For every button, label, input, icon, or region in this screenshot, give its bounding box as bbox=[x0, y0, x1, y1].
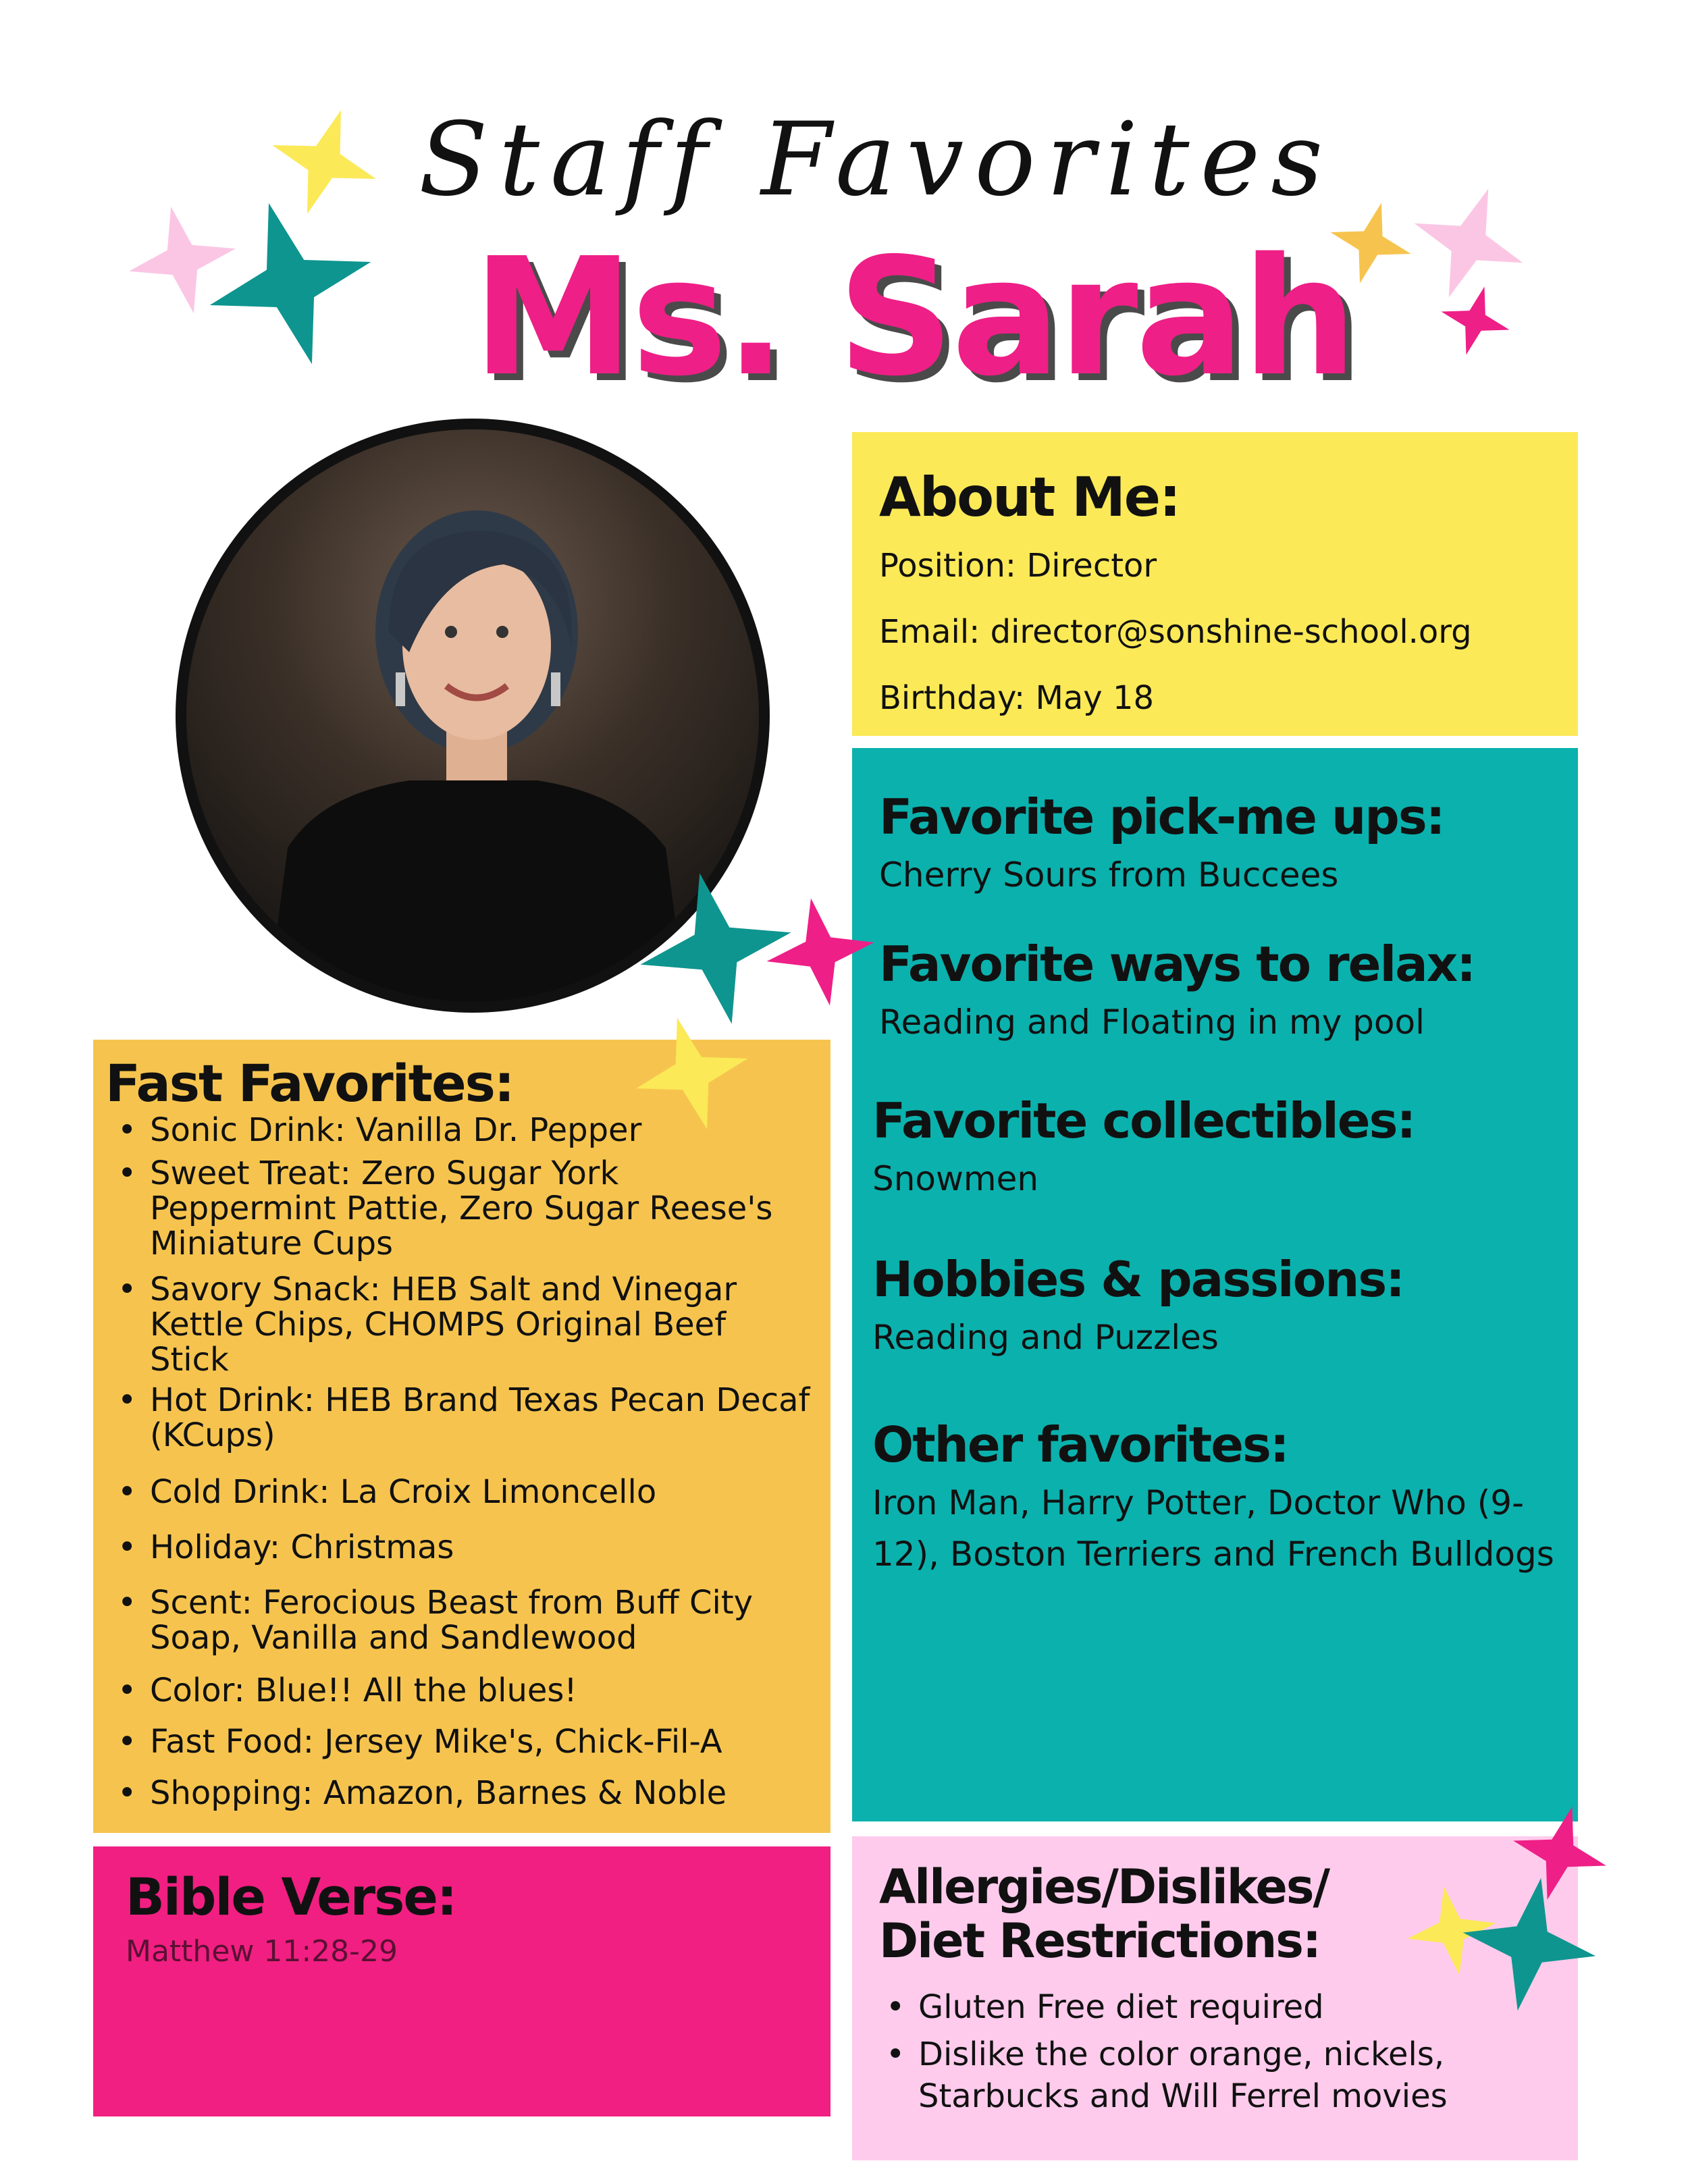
hobbies-heading: Hobbies & passions: bbox=[872, 1251, 1404, 1308]
relax-heading: Favorite ways to relax: bbox=[879, 936, 1475, 992]
bible-verse-text: Matthew 11:28-29 bbox=[126, 1934, 398, 1969]
bible-verse-panel bbox=[93, 1846, 830, 2116]
position-text: Position: Director bbox=[879, 547, 1157, 585]
list-item: • Cold Drink: La Croix Limoncello bbox=[108, 1474, 810, 1510]
allergies-heading-line2: Diet Restrictions: bbox=[879, 1913, 1320, 1969]
email-text: Email: director@sonshine-school.org bbox=[879, 613, 1472, 651]
allergies-list bbox=[876, 1986, 1511, 2117]
pink-small-star-icon bbox=[1438, 284, 1512, 358]
fast-favorites-list bbox=[108, 1113, 810, 1811]
allergies-heading-line1: Allergies/Dislikes/ bbox=[879, 1859, 1329, 1915]
list-item: • Dislike the color orange, nickels, Starbucks and Will Ferrel movies bbox=[876, 2033, 1511, 2117]
list-item: • Gluten Free diet required bbox=[876, 1986, 1511, 2028]
list-item: • Fast Food: Jersey Mike's, Chick-Fil-A bbox=[108, 1724, 810, 1759]
about-me-panel bbox=[852, 432, 1578, 736]
bible-verse-heading: Bible Verse: bbox=[126, 1867, 456, 1927]
pickme-heading: Favorite pick-me ups: bbox=[879, 789, 1444, 845]
list-item: • Shopping: Amazon, Barnes & Noble bbox=[108, 1776, 810, 1811]
list-item: • Sweet Treat: Zero Sugar York Peppermint Pattie, Zero Sugar Reese's Miniature Cups bbox=[108, 1156, 810, 1261]
teal-star-icon bbox=[203, 196, 378, 371]
fast-favorites-heading: Fast Favorites: bbox=[105, 1053, 514, 1113]
list-item: • Sonic Drink: Vanilla Dr. Pepper bbox=[108, 1113, 810, 1148]
collectibles-value: Snowmen bbox=[872, 1159, 1039, 1198]
collectibles-heading: Favorite collectibles: bbox=[872, 1092, 1415, 1149]
pink-star-icon bbox=[763, 895, 878, 1009]
pickme-value: Cherry Sours from Buccees bbox=[879, 855, 1339, 895]
staff-name-title: Ms. Sarah bbox=[473, 223, 1355, 412]
list-item: • Savory Snack: HEB Salt and Vinegar Kettle Chips, CHOMPS Original Beef Stick bbox=[108, 1272, 810, 1377]
hobbies-value: Reading and Puzzles bbox=[872, 1318, 1219, 1357]
fast-favorites-panel bbox=[93, 1040, 830, 1833]
list-item: • Color: Blue!! All the blues! bbox=[108, 1673, 810, 1708]
favorites-panel bbox=[852, 748, 1578, 1821]
about-me-heading: About Me: bbox=[879, 466, 1180, 529]
relax-value: Reading and Floating in my pool bbox=[879, 1003, 1425, 1042]
list-item: • Scent: Ferocious Beast from Buff City Soap, Vanilla and Sandlewood bbox=[108, 1585, 810, 1655]
other-favorites-heading: Other favorites: bbox=[872, 1416, 1288, 1473]
list-item: • Holiday: Christmas bbox=[108, 1530, 810, 1565]
list-item: • Hot Drink: HEB Brand Texas Pecan Decaf (KCups) bbox=[108, 1383, 810, 1453]
teal-star-icon bbox=[1458, 1870, 1600, 2019]
birthday-text: Birthday: May 18 bbox=[879, 679, 1155, 717]
staff-favorites-title: Staff Favorites bbox=[419, 101, 1334, 219]
other-favorites-value: Iron Man, Harry Potter, Doctor Who (9-12), Boston Terriers and French Bulldogs bbox=[872, 1483, 1554, 1574]
yellow-star-icon bbox=[631, 1013, 753, 1134]
